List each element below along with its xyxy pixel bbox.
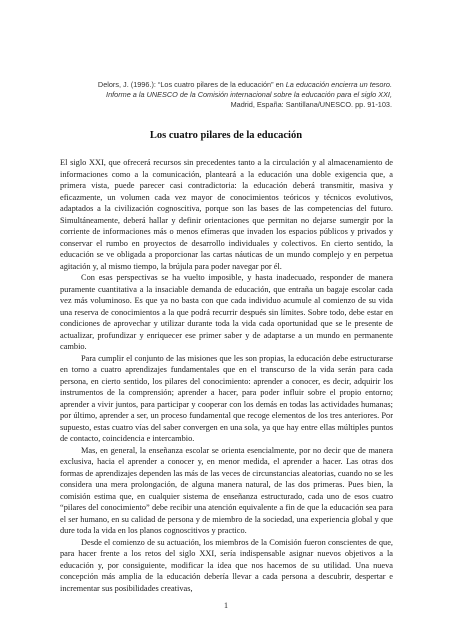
document-title: Los cuatro pilares de la educación bbox=[149, 130, 303, 141]
body-paragraph: Para cumplir el conjunto de las misiones que les son propias, la educación debe estructurarse en torno a cuatro aprendizajes fundamentales que en el transcurso de la vida serán para cada persona, en cierto sentido, los pilares del conocimiento: aprender a conocer, es decir, adquirir los instrumentos de la comprensión; aprender a hacer, para poder influir sobre el propio entorno; aprender a vivir juntos, para participar y cooperar con los demás en todas las actividades humanas; por último, aprender a ser, un proceso fundamental que recoge elementos de los tres anteriores. Por supuesto, estas cuatro vías del saber convergen en una sola, ya que hay entre ellas múltiples puntos de contacto, coincidencia e intercambio. bbox=[60, 353, 393, 443]
body-paragraph: Mas, en general, la enseñanza escolar se orienta esencialmente, por no decir que de manera exclusiva, hacia el aprender a conocer y, en menor medida, el aprender a hacer. Las otras dos formas de aprendizajes dependen las más de las veces de circunstancias aleatorias, cuando no se les considera una mera prolongación, de alguna manera natural, de las dos primeras. Pues bien, la comisión estima que, en cualquier sistema de enseñanza estructurado, cada uno de esos cuatro “pilares del conocimiento” debe recibir una atención equivalente a fin de que la educación sea para el ser humano, en su calidad de persona y de miembro de la sociedad, una experiencia global y que dure toda la vida en los planos cognoscitivos y practico. bbox=[60, 445, 393, 535]
page-number: 1 bbox=[224, 601, 228, 610]
citation-publisher: Madrid, España: Santillana/UNESCO. pp. 91-103. bbox=[230, 100, 392, 109]
citation-report-title: Informe a la UNESCO de la Comisión internacional sobre la educación para el siglo XXI, bbox=[106, 90, 392, 99]
body-paragraph: Desde el comienzo de su actuación, los miembros de la Comisión fueron conscientes de que, para hacer frente a los retos del siglo XXI, sería indispensable asignar nuevos objetivos a la educación y, por consiguiente, modificar la idea que nos hacemos de su utilidad. Una nueva concepción más amplia de la educación debería llevar a cada persona a descubrir, despertar e incrementar sus posibilidades creativas, bbox=[60, 537, 393, 593]
body-paragraph: Con esas perspectivas se ha vuelto imposible, y hasta inadecuado, responder de manera puramente cuantitativa a la insaciable demanda de educación, que entraña un bagaje escolar cada vez más voluminoso. Es que ya no basta con que cada individuo acumule al comienzo de su vida una reserva de conocimientos a la que podrá recurrir después sin límites. Sobre todo, debe estar en condiciones de aprovechar y utilizar durante toda la vida cada oportunidad que se le presente de actualizar, profundizar y enriquecer ese primer saber y de adaptarse a un mundo en permanente cambio. bbox=[60, 273, 393, 351]
citation-block bbox=[60, 80, 392, 110]
citation-line-2 bbox=[60, 90, 392, 100]
citation-book-title: La educación encierra un tesoro. bbox=[285, 80, 392, 89]
citation-author-text: Delors, J. (1996.): “Los cuatro pilares de la educación” en bbox=[97, 80, 286, 89]
document-body bbox=[60, 157, 393, 594]
body-paragraph: El siglo XXI, que ofrecerá recursos sin precedentes tanto a la circulación y al almacenamiento de informaciones como a la comunicación, planteará a la educación una doble exigencia que, a primera vista, puede parecer casi contradictoria: la educación deberá transmitir, masiva y eficazmente, un volumen cada vez mayor de conocimientos teóricos y técnicos evolutivos, adaptados a la civilización cognoscitiva, porque son las bases de las competencias del futuro. Simultáneamente, deberá hallar y definir orientaciones que permitan no dejarse sumergir por la corriente de informaciones más o menos efímeras que invaden los espacios públicos y privados y conservar el rumbo en proyectos de desarrollo individuales y colectivos. En cierto sentido, la educación se ve obligada a proporcionar las cartas náuticas de un mundo complejo y en perpetua agitación y, al mismo tiempo, la brújula para poder navegar por él. bbox=[60, 158, 393, 271]
citation-line-1 bbox=[60, 80, 392, 90]
